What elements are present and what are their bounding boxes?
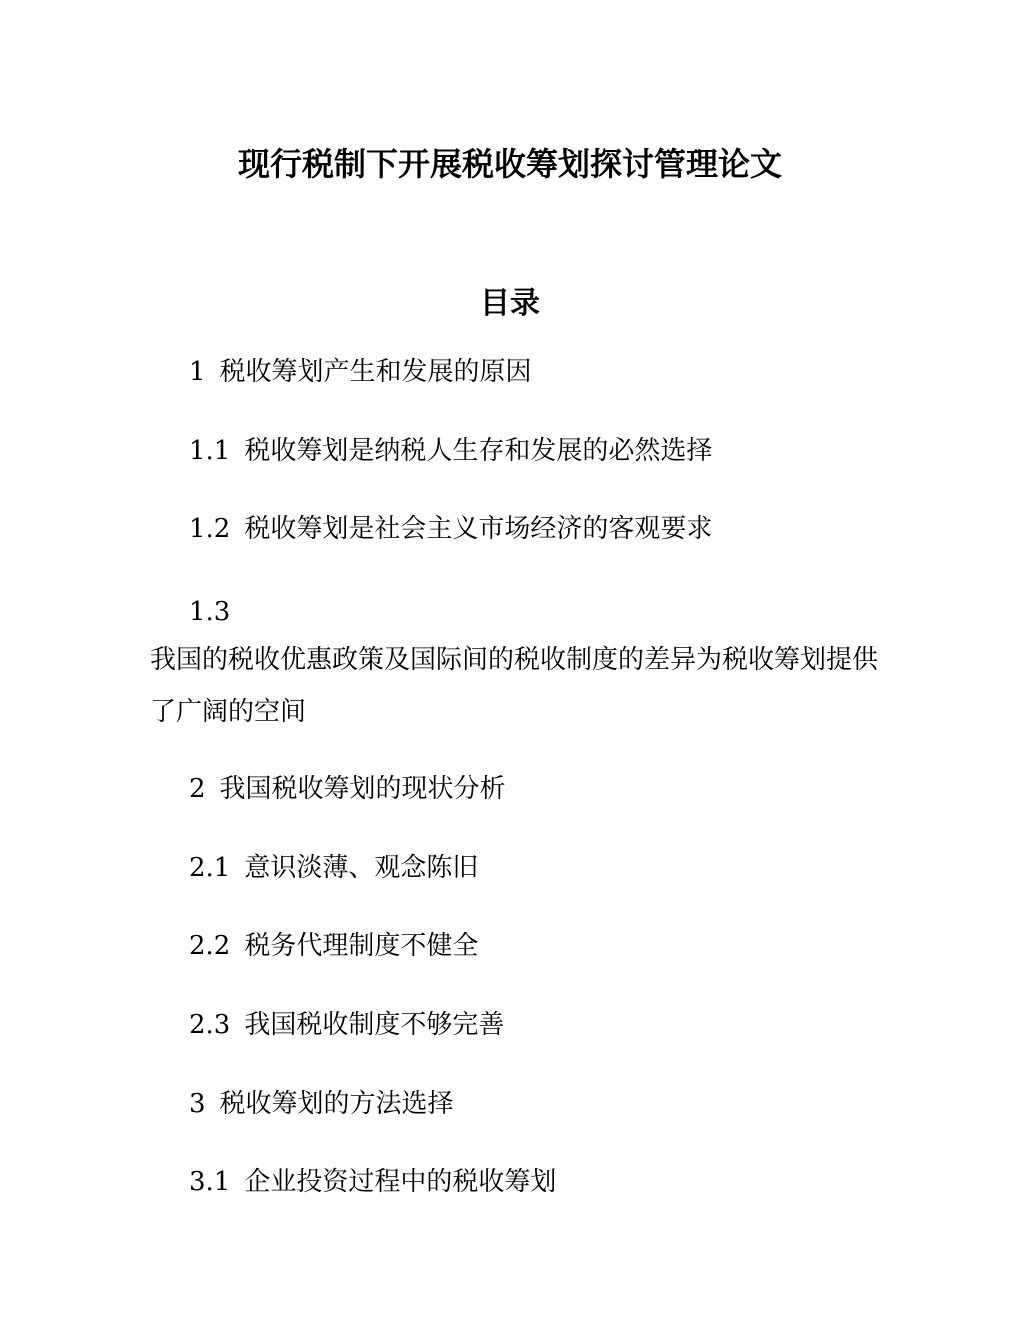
toc-item (189, 352, 532, 392)
toc-item (189, 848, 478, 888)
toc-item-text: 税收筹划产生和发展的原因 (219, 357, 532, 387)
toc-item (189, 769, 506, 809)
toc-item (189, 926, 478, 966)
toc-item-text: 税务代理制度不健全 (244, 931, 479, 961)
toc-item-number: 1 (189, 357, 206, 387)
toc-item-text: 税收筹划是社会主义市场经济的客观要求 (244, 514, 713, 544)
toc-heading: 目录 (480, 286, 540, 321)
toc-item (189, 1084, 454, 1124)
toc-item-number: 1.3 (189, 597, 231, 627)
toc-item-text: 我国的税收优惠政策及国际间的税收制度的差异为税收筹划提供了广阔的空间 (150, 645, 879, 727)
toc-item-text: 税收筹划的方法选择 (219, 1089, 454, 1119)
toc-item-number: 2.2 (189, 931, 231, 961)
toc-item-text: 我国税收制度不够完善 (244, 1010, 505, 1040)
toc-item-number: 1.1 (189, 436, 231, 466)
toc-item-number: 3.1 (189, 1167, 231, 1197)
toc-item-text: 税收筹划是纳税人生存和发展的必然选择 (244, 436, 713, 466)
toc-item-number: 1.2 (189, 514, 231, 544)
document-title: 现行税制下开展税收筹划探讨管理论文 (237, 145, 782, 183)
toc-item-text: 意识淡薄、观念陈旧 (244, 853, 479, 883)
toc-item-text: 我国税收筹划的现状分析 (219, 774, 506, 804)
toc-item (189, 431, 712, 471)
toc-item (189, 509, 712, 549)
toc-item (189, 1162, 556, 1202)
toc-item-number: 2 (189, 774, 206, 804)
toc-item-number: 2.1 (189, 853, 231, 883)
toc-item-number: 3 (189, 1089, 206, 1119)
toc-item (189, 1005, 504, 1045)
toc-item-number: 2.3 (189, 1010, 231, 1040)
toc-item-text: 企业投资过程中的税收筹划 (244, 1167, 557, 1197)
